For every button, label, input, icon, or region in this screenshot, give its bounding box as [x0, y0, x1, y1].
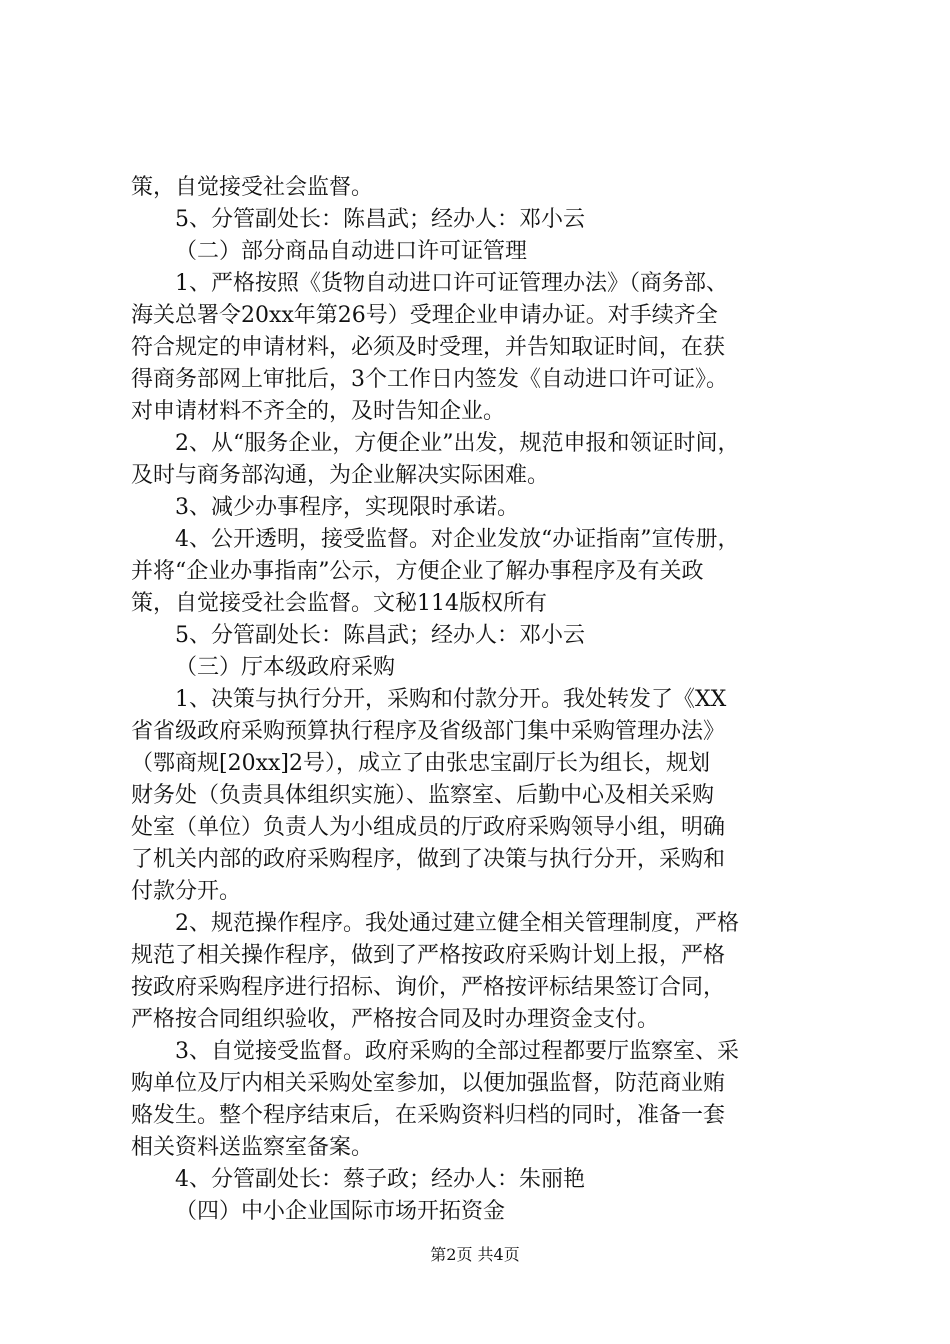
text-line: 处室（单位）负责人为小组成员的厅政府采购领导小组，明确 [131, 815, 726, 840]
text-line: （鄂商规[20xx]2号），成立了由张忠宝副厅长为组长，规划 [131, 751, 710, 776]
text-line: 了机关内部的政府采购程序，做到了决策与执行分开，采购和 [131, 847, 726, 872]
text-line: 策，自觉接受社会监督。 [131, 175, 374, 200]
section-heading: （四）中小企业国际市场开拓资金 [175, 1199, 506, 1224]
page-number-footer: 第2页 共4页 [430, 1245, 520, 1264]
text-line: 1、严格按照《货物自动进口许可证管理办法》（商务部、 [175, 271, 728, 296]
text-line: 2、规范操作程序。我处通过建立健全相关管理制度，严格 [175, 911, 739, 936]
text-line: 财务处（负责具体组织实施）、监察室、后勤中心及相关采购 [131, 783, 715, 808]
text-line: 相关资料送监察室备案。 [131, 1135, 374, 1160]
text-line: 3、减少办事程序，实现限时承诺。 [175, 495, 519, 520]
text-line: 规范了相关操作程序，做到了严格按政府采购计划上报，严格 [131, 943, 726, 968]
text-line: 得商务部网上审批后，3个工作日内签发《自动进口许可证》。 [131, 367, 728, 392]
text-line: 策，自觉接受社会监督。文秘114版权所有 [131, 591, 547, 616]
text-line: 5、分管副处长：陈昌武；经办人：邓小云 [175, 207, 585, 232]
text-line: 3、自觉接受监督。政府采购的全部过程都要厅监察室、采 [175, 1039, 739, 1064]
text-line: 符合规定的申请材料，必须及时受理，并告知取证时间，在获 [131, 335, 726, 360]
text-line: 严格按合同组织验收，严格按合同及时办理资金支付。 [131, 1007, 660, 1032]
text-line: 并将“企业办事指南”公示，方便企业了解办事程序及有关政 [131, 559, 704, 584]
text-line: 省省级政府采购预算执行程序及省级部门集中采购管理办法》 [131, 719, 726, 744]
text-line: 2、从“服务企业，方便企业”出发，规范申报和领证时间， [175, 431, 740, 456]
text-line: 5、分管副处长：陈昌武；经办人：邓小云 [175, 623, 585, 648]
text-line: 4、分管副处长：蔡子政；经办人：朱丽艳 [175, 1167, 585, 1192]
text-line: 1、决策与执行分开，采购和付款分开。我处转发了《XX [175, 687, 727, 712]
text-line: 海关总署令20xx年第26号）受理企业申请办证。对手续齐全 [131, 303, 718, 328]
text-line: 对申请材料不齐全的，及时告知企业。 [131, 399, 506, 424]
section-heading: （三）厅本级政府采购 [175, 655, 396, 680]
section-heading: （二）部分商品自动进口许可证管理 [175, 239, 528, 264]
text-line: 购单位及厅内相关采购处室参加，以便加强监督，防范商业贿 [131, 1071, 726, 1096]
text-line: 付款分开。 [131, 879, 242, 904]
text-line: 及时与商务部沟通，为企业解决实际困难。 [131, 463, 550, 488]
text-line: 4、公开透明，接受监督。对企业发放“办证指南”宣传册， [175, 527, 740, 552]
text-line: 按政府采购程序进行招标、询价，严格按评标结果签订合同， [131, 975, 726, 1000]
text-line: 赂发生。整个程序结束后，在采购资料归档的同时，准备一套 [131, 1103, 726, 1128]
